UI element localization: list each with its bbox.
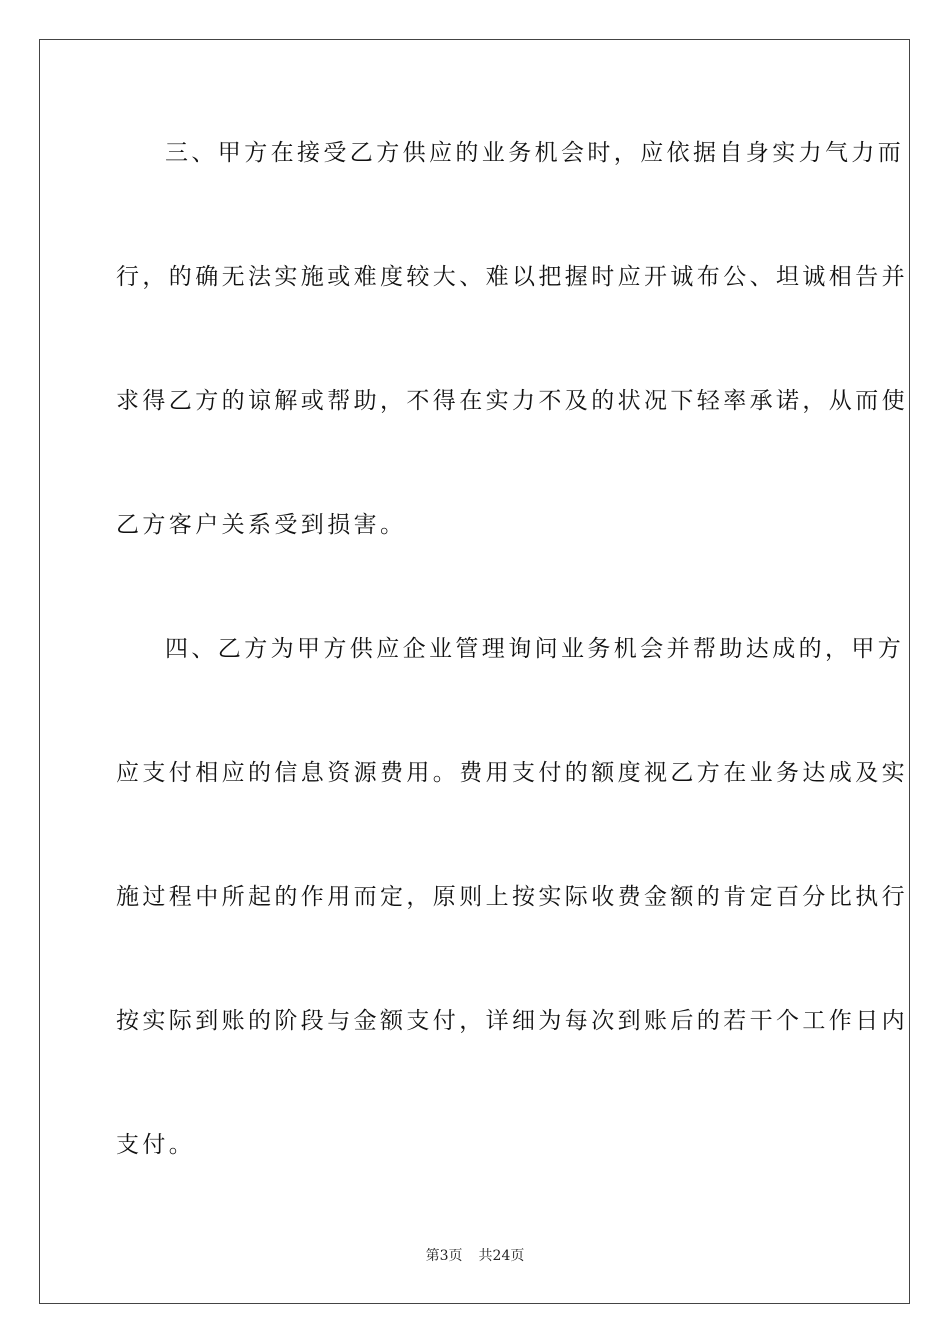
paragraph-3-line-3: 求得乙方的谅解或帮助，不得在实力不及的状况下轻率承诺，从而使: [116, 388, 908, 414]
paragraph-4-line-1: 四、乙方为甲方供应企业管理询问业务机会并帮助达成的，甲方: [165, 636, 905, 662]
paragraph-3-line-4: 乙方客户关系受到损害。: [116, 512, 407, 538]
page-footer: [0, 1247, 950, 1265]
page-border: [39, 39, 910, 1304]
paragraph-4-line-3: 施过程中所起的作用而定，原则上按实际收费金额的肯定百分比执行: [116, 884, 908, 910]
paragraph-4-line-4: 按实际到账的阶段与金额支付，详细为每次到账后的若干个工作日内: [116, 1008, 908, 1034]
paragraph-4-line-5: 支付。: [116, 1132, 196, 1158]
page-number: 第3页: [425, 1248, 463, 1264]
page-total: 共24页: [478, 1248, 525, 1264]
paragraph-3-line-2: 行，的确无法实施或难度较大、难以把握时应开诚布公、坦诚相告并: [116, 264, 908, 290]
paragraph-4-line-2: 应支付相应的信息资源费用。费用支付的额度视乙方在业务达成及实: [116, 760, 908, 786]
paragraph-3-line-1: 三、甲方在接受乙方供应的业务机会时，应依据自身实力气力而: [165, 140, 905, 166]
